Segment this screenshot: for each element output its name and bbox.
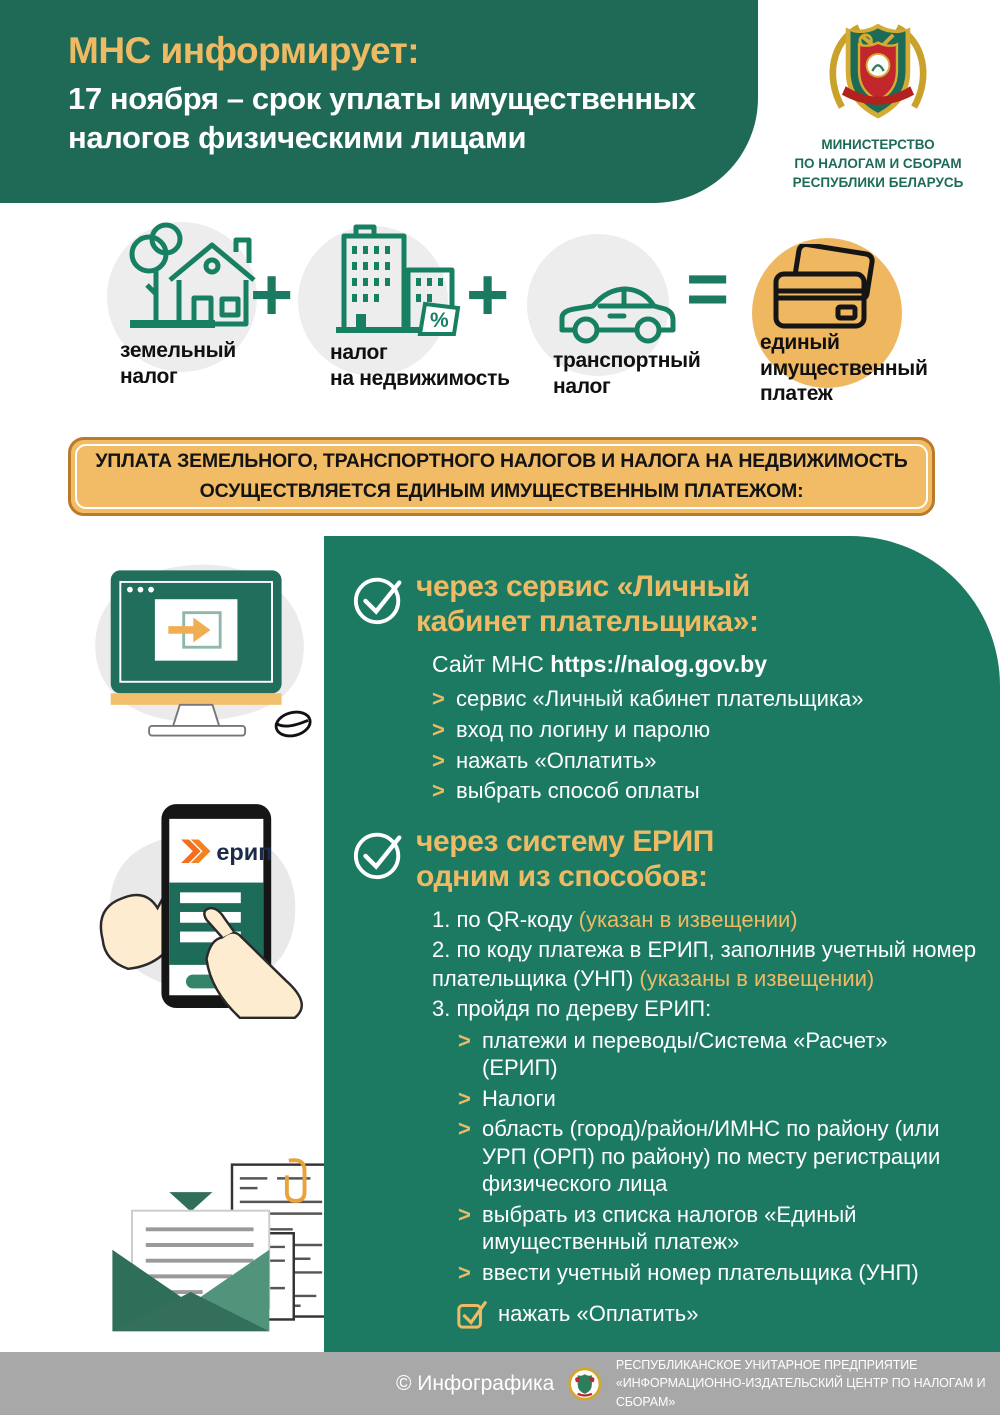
chevron-bullet-icon: > [458, 1116, 471, 1142]
unified-payment-label: единый имущественный платеж [760, 331, 928, 406]
list-item: 1. по QR-коду (указан в извещении) [432, 907, 798, 933]
ministry-emblem-icon [820, 16, 936, 128]
envelope-documents-illustration [85, 1155, 330, 1335]
section2-heading: через систему ЕРИП одним из способов: [416, 825, 714, 893]
publisher-emblem-icon [567, 1364, 603, 1404]
header-title-line1: 17 ноября – срок уплаты имущественных [68, 81, 696, 116]
chevron-bullet-icon: > [458, 1201, 471, 1227]
house-tree-icon [118, 214, 260, 338]
list-item: > вход по логину и паролю [432, 716, 711, 742]
erip-phone-illustration [85, 790, 330, 1030]
section-personal-cabinet [352, 570, 982, 639]
section1-heading: через сервис «Личный кабинет плательщика»: [416, 570, 759, 638]
ministry-name [768, 136, 988, 193]
list-item: 2. по коду платежа в ЕРИП, заполнив учетный номер плательщика (УНП) (указаны в извещении) [432, 937, 977, 991]
list-item: > нажать «Оплатить» [432, 747, 657, 773]
section1-body [432, 651, 982, 805]
header-title-line2: налогов физическими лицами [68, 119, 527, 155]
chevron-bullet-icon: > [432, 716, 445, 742]
plus-operator: + [250, 253, 294, 336]
erip-numbered-list [432, 906, 982, 1330]
header-banner [0, 0, 758, 203]
ministry-name-line2: ПО НАЛОГАМ И СБОРАМ [794, 155, 962, 171]
chevron-bullet-icon: > [458, 1085, 471, 1111]
plus-operator: + [466, 253, 510, 336]
ministry-name-line3: РЕСПУБЛИКИ БЕЛАРУСЬ [792, 174, 964, 190]
site-prefix: Сайт МНС [432, 651, 551, 677]
section-erip [352, 825, 982, 894]
chevron-bullet-icon: > [432, 747, 445, 773]
site-line [432, 651, 982, 678]
notice-banner-inner [75, 444, 928, 509]
header-title [68, 80, 758, 158]
ministry-logo-block [768, 16, 988, 193]
pay-action-row [456, 1298, 982, 1330]
check-circle-icon [352, 572, 406, 626]
notice-line1: УПЛАТА ЗЕМЕЛЬНОГО, ТРАНСПОРТНОГО НАЛОГОВ И НАЛОГА НА НЕДВИЖИМОСТЬ [95, 450, 908, 473]
list-item: > область (город)/район/ИМНС по району (или УРП (ОРП) по району) по месту регистрации физического лица [458, 1116, 941, 1197]
chevron-bullet-icon: > [458, 1027, 471, 1053]
equals-operator: = [686, 247, 730, 330]
list-item: > платежи и переводы/Система «Расчет» (ЕРИП) [458, 1027, 888, 1081]
percent-glyph: % [430, 309, 449, 332]
real-estate-tax-label: налог на недвижимость [330, 341, 510, 390]
publisher-name: РЕСПУБЛИКАНСКОЕ УНИТАРНОЕ ПРЕДПРИЯТИЕ «ИНФОРМАЦИОННО-ИЗДАТЕЛЬСКИЙ ЦЕНТР ПО НАЛОГАМ И СБОРАМ» [615, 1358, 986, 1409]
header-kicker: МНС информирует: [68, 30, 420, 71]
bank-cards-icon [768, 244, 886, 336]
erip-tree-list [458, 1027, 982, 1287]
list-item: 3. пройдя по дереву ЕРИП: [432, 995, 712, 1021]
checkbox-check-icon [456, 1298, 488, 1330]
site-url: https://nalog.gov.by [550, 651, 767, 677]
erip-logo-text: ерип [216, 839, 273, 866]
notice-line2: ОСУЩЕСТВЛЯЕТСЯ ЕДИНЫМ ИМУЩЕСТВЕННЫМ ПЛАТЕЖОМ: [199, 479, 804, 502]
payment-methods-panel [324, 536, 1000, 1352]
check-circle-icon [352, 827, 406, 881]
desktop-computer-illustration [80, 555, 320, 750]
ministry-name-line1: МИНИСТЕРСТВО [821, 137, 935, 152]
footer-bar [0, 1352, 1000, 1415]
pay-action-label: нажать «Оплатить» [498, 1301, 699, 1327]
copyright-label: © Инфографика [396, 1371, 555, 1395]
list-item: > сервис «Личный кабинет плательщика» [432, 686, 864, 711]
list-item: > Налоги [458, 1085, 556, 1111]
chevron-bullet-icon: > [458, 1259, 471, 1285]
land-tax-label: земельный налог [120, 339, 236, 388]
notice-banner [68, 437, 935, 516]
list-item: > выбрать способ оплаты [432, 778, 700, 804]
city-buildings-icon [326, 222, 462, 340]
transport-tax-label: транспортный налог [553, 349, 701, 398]
chevron-bullet-icon: > [432, 778, 445, 804]
chevron-bullet-icon: > [432, 686, 445, 711]
car-icon [552, 258, 682, 350]
list-item: > выбрать из списка налогов «Единый имущественный платеж» [458, 1201, 857, 1255]
list-item: > ввести учетный номер плательщика (УНП) [458, 1259, 919, 1285]
